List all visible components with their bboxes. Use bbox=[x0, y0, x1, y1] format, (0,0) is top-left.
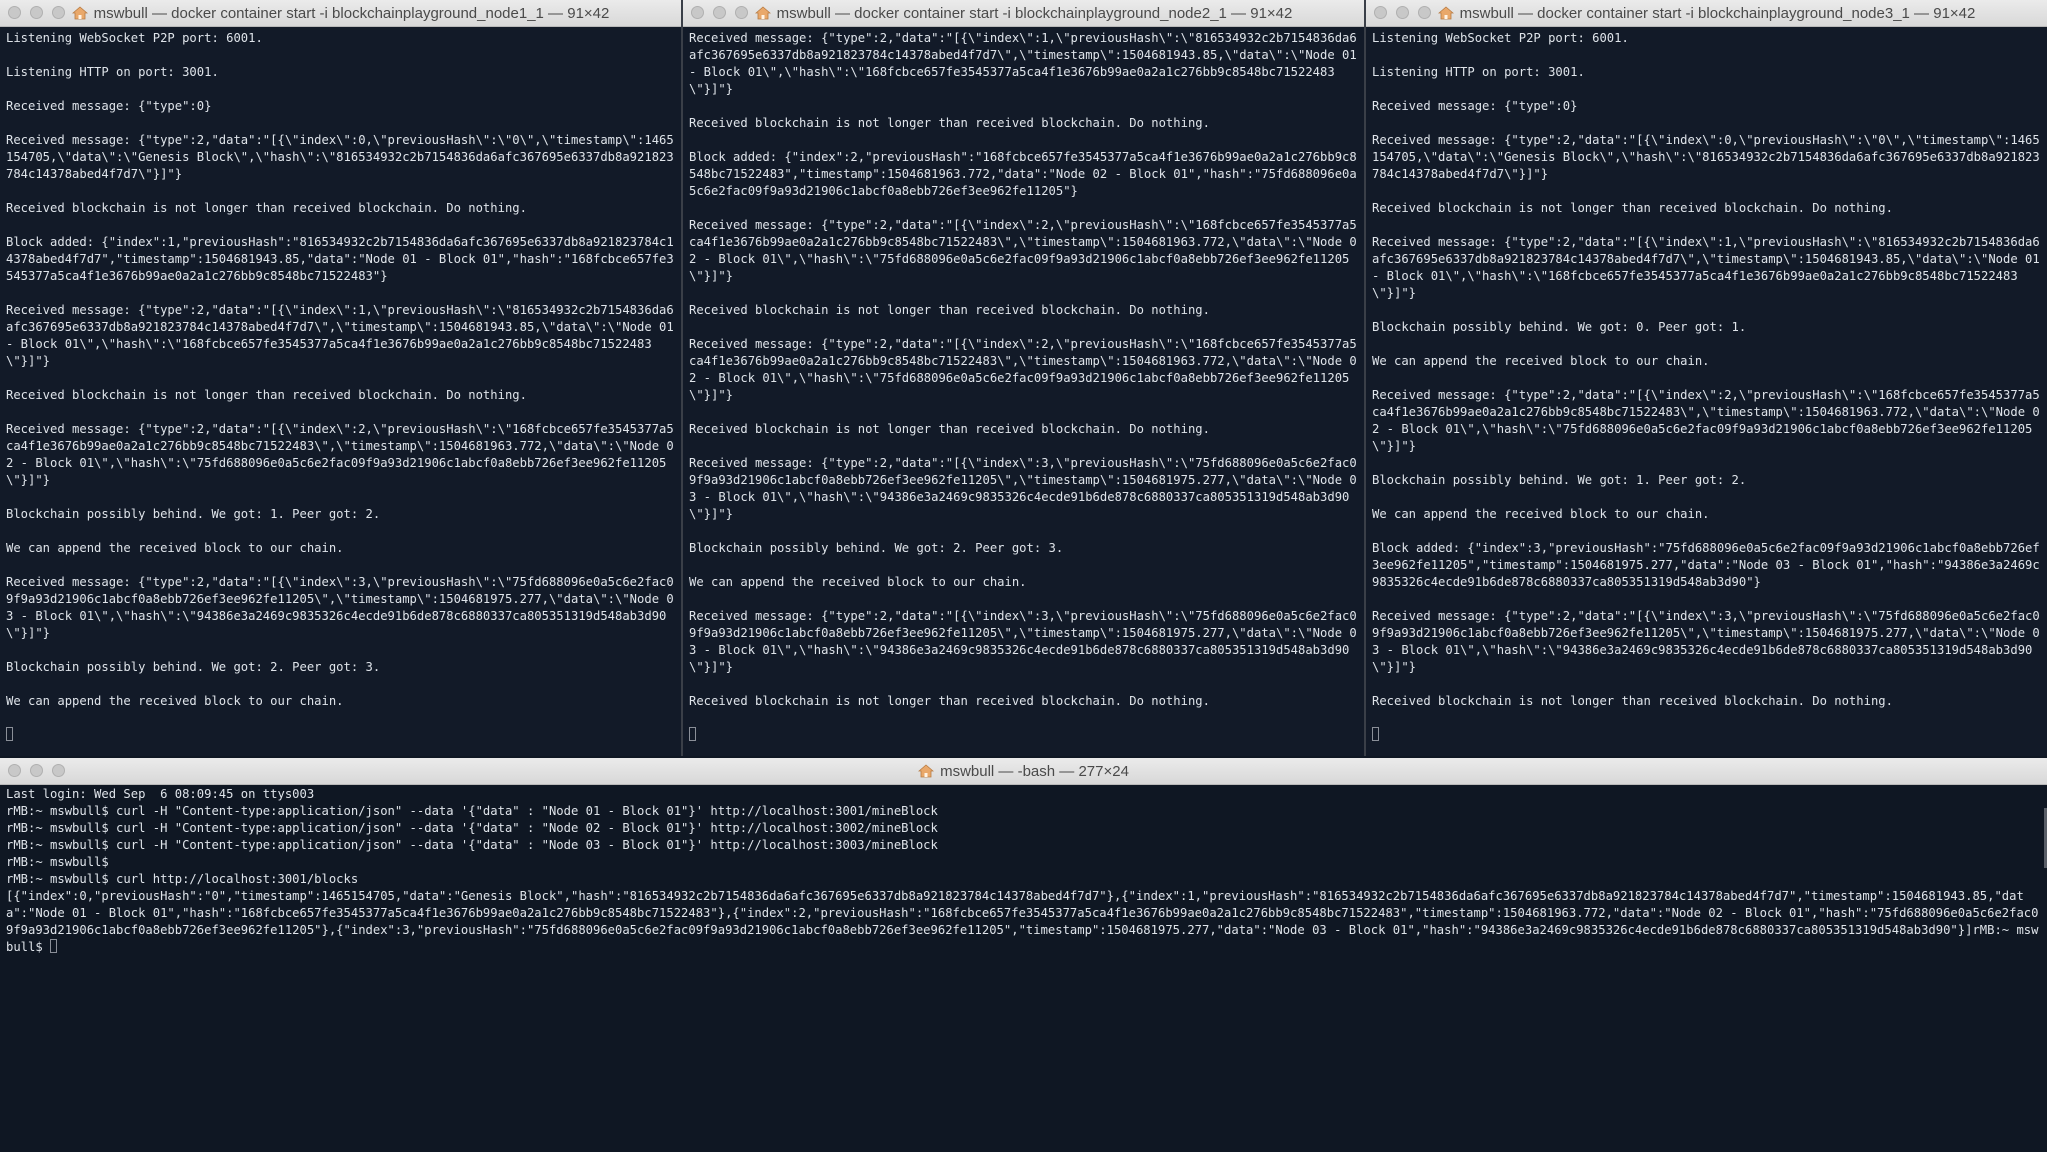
text-cursor bbox=[6, 727, 13, 741]
terminal-line: Received message: {"type":0} bbox=[1372, 99, 1578, 113]
terminal-line: rMB:~ mswbull$ curl -H "Content-type:application/json" --data '{"data" : "Node 01 - Block 01"}' http://localhost:3001/mineBlock bbox=[6, 804, 938, 818]
terminal-line bbox=[689, 98, 1358, 115]
terminal-line: We can append the received block to our chain. bbox=[689, 575, 1027, 589]
terminal-line bbox=[6, 676, 675, 693]
text-cursor bbox=[50, 939, 57, 953]
terminal-line bbox=[1372, 489, 2041, 506]
terminal-line: Listening WebSocket P2P port: 6001. bbox=[6, 31, 263, 45]
window-title bbox=[878, 763, 1169, 780]
home-folder-icon bbox=[72, 6, 88, 20]
minimize-window-button[interactable] bbox=[30, 764, 43, 777]
terminal-line bbox=[6, 47, 675, 64]
terminal-line: Received message: {"type":2,"data":"[{\"index\":3,\"previousHash\":\"75fd688096e0a5c6e2fac09f9a93d21906c1abcf0a8ebb726ef3ee962fe11205\",\"timestamp\":1504681975.277,\"data\":\"Node 03 - Block 01\",\"hash\":\"94386e3a2469c9835326c4ecde91b6de878c6880337ca805351319d548ab3d90\"}]"} bbox=[6, 575, 674, 640]
terminal-line: Received message: {"type":2,"data":"[{\"index\":3,\"previousHash\":\"75fd688096e0a5c6e2fac09f9a93d21906c1abcf0a8ebb726ef3ee962fe11205\",\"timestamp\":1504681975.277,\"data\":\"Node 03 - Block 01\",\"hash\":\"94386e3a2469c9835326c4ecde91b6de878c6880337ca805351319d548ab3d90\"}]"} bbox=[689, 609, 1357, 674]
window-title-text: mswbull — -bash — 277×24 bbox=[940, 762, 1129, 780]
terminal-line bbox=[1372, 336, 2041, 353]
terminal-line bbox=[6, 557, 675, 574]
terminal-line bbox=[689, 132, 1358, 149]
terminal-line: Listening WebSocket P2P port: 6001. bbox=[1372, 31, 1629, 45]
window-title bbox=[1398, 5, 2016, 22]
terminal-line: Received message: {"type":2,"data":"[{\"index\":1,\"previousHash\":\"816534932c2b7154836da6afc367695e6337db8a921823784c14378abed4f7d7\",\"timestamp\":1504681943.85,\"data\":\"Node 01 - Block 01\",\"hash\":\"168fcbce657fe3545377a5ca4f1e3676b99ae0a2a1c276bb9c8548bc71522483\"}]"} bbox=[1372, 235, 2047, 300]
terminal-line bbox=[689, 404, 1358, 421]
terminal-window-node1[interactable] bbox=[0, 0, 681, 756]
terminal-line: rMB:~ mswbull$ curl -H "Content-type:application/json" --data '{"data" : "Node 03 - Block 01"}' http://localhost:3003/mineBlock bbox=[6, 838, 938, 852]
terminal-line bbox=[689, 591, 1358, 608]
terminal-window-bash[interactable] bbox=[0, 758, 2047, 1152]
minimize-window-button[interactable] bbox=[713, 6, 726, 19]
window-title-text: mswbull — docker container start -i blockchainplayground_node1_1 — 91×42 bbox=[93, 4, 610, 22]
terminal-line bbox=[6, 81, 675, 98]
terminal-line: Block added: {"index":2,"previousHash":"168fcbce657fe3545377a5ca4f1e3676b99ae0a2a1c276bb9c8548bc71522483","timestamp":1504681963.772,"data":"Node 02 - Block 01","hash":"75fd688096e0a5c6e2fac09f9a93d21906c1abcf0a8ebb726ef3ee962fe11205"} bbox=[689, 150, 1357, 198]
terminal-window-node3[interactable] bbox=[1366, 0, 2047, 756]
minimize-window-button[interactable] bbox=[30, 6, 43, 19]
terminal-line bbox=[1372, 591, 2041, 608]
zoom-window-button[interactable] bbox=[52, 6, 65, 19]
close-window-button[interactable] bbox=[691, 6, 704, 19]
home-folder-icon bbox=[755, 6, 771, 20]
terminal-line: Listening HTTP on port: 3001. bbox=[6, 65, 219, 79]
prompt-line bbox=[1372, 727, 2041, 744]
terminal-line bbox=[689, 319, 1358, 336]
terminal-line: We can append the received block to our chain. bbox=[6, 541, 344, 555]
terminal-line bbox=[6, 642, 675, 659]
title-bar[interactable] bbox=[0, 0, 681, 27]
terminal-line: Received blockchain is not longer than received blockchain. Do nothing. bbox=[689, 422, 1210, 436]
terminal-line bbox=[6, 370, 675, 387]
terminal-output[interactable] bbox=[1372, 30, 2047, 756]
window-title bbox=[715, 5, 1333, 22]
terminal-line bbox=[6, 183, 675, 200]
terminal-line: Received message: {"type":2,"data":"[{\"index\":3,\"previousHash\":\"75fd688096e0a5c6e2fac09f9a93d21906c1abcf0a8ebb726ef3ee962fe11205\",\"timestamp\":1504681975.277,\"data\":\"Node 03 - Block 01\",\"hash\":\"94386e3a2469c9835326c4ecde91b6de878c6880337ca805351319d548ab3d90\"}]"} bbox=[689, 456, 1357, 521]
terminal-line: Received message: {"type":2,"data":"[{\"index\":0,\"previousHash\":\"0\",\"timestamp\":1465154705,\"data\":\"Genesis Block\",\"hash\":\"816534932c2b7154836da6afc367695e6337db8a921823784c14378abed4f7d7\"}]"} bbox=[1372, 133, 2040, 181]
terminal-line: We can append the received block to our chain. bbox=[6, 694, 344, 708]
terminal-line bbox=[689, 285, 1358, 302]
window-controls bbox=[1374, 6, 1431, 19]
terminal-line bbox=[689, 676, 1358, 693]
terminal-line bbox=[6, 285, 675, 302]
terminal-line: Block added: {"index":3,"previousHash":"75fd688096e0a5c6e2fac09f9a93d21906c1abcf0a8ebb726ef3ee962fe11205","timestamp":1504681975.277,"data":"Node 03 - Block 01","hash":"94386e3a2469c9835326c4ecde91b6de878c6880337ca805351319d548ab3d90"} bbox=[1372, 541, 2040, 589]
terminal-line bbox=[1372, 81, 2041, 98]
terminal-line: Received message: {"type":2,"data":"[{\"index\":2,\"previousHash\":\"168fcbce657fe3545377a5ca4f1e3676b99ae0a2a1c276bb9c8548bc71522483\",\"timestamp\":1504681963.772,\"data\":\"Node 02 - Block 01\",\"hash\":\"75fd688096e0a5c6e2fac09f9a93d21906c1abcf0a8ebb726ef3ee962fe11205\"}]"} bbox=[6, 422, 674, 487]
terminal-line: Received message: {"type":2,"data":"[{\"index\":2,\"previousHash\":\"168fcbce657fe3545377a5ca4f1e3676b99ae0a2a1c276bb9c8548bc71522483\",\"timestamp\":1504681963.772,\"data\":\"Node 02 - Block 01\",\"hash\":\"75fd688096e0a5c6e2fac09f9a93d21906c1abcf0a8ebb726ef3ee962fe11205\"}]"} bbox=[689, 337, 1357, 402]
terminal-line: rMB:~ mswbull$ curl http://localhost:3001/blocks bbox=[6, 872, 359, 886]
terminal-output[interactable] bbox=[6, 786, 2041, 1152]
window-controls bbox=[8, 6, 65, 19]
window-title-text: mswbull — docker container start -i blockchainplayground_node3_1 — 91×42 bbox=[1459, 4, 1976, 22]
terminal-line bbox=[1372, 676, 2041, 693]
terminal-window-node2[interactable] bbox=[683, 0, 1364, 756]
terminal-line: Blockchain possibly behind. We got: 0. Peer got: 1. bbox=[1372, 320, 1747, 334]
terminal-line: We can append the received block to our chain. bbox=[1372, 507, 1710, 521]
terminal-line: Block added: {"index":1,"previousHash":"816534932c2b7154836da6afc367695e6337db8a921823784c14378abed4f7d7","timestamp":1504681943.85,"data":"Node 01 - Block 01","hash":"168fcbce657fe3545377a5ca4f1e3676b99ae0a2a1c276bb9c8548bc71522483"} bbox=[6, 235, 674, 283]
terminal-line bbox=[1372, 183, 2041, 200]
window-controls bbox=[691, 6, 748, 19]
terminal-line: Received message: {"type":2,"data":"[{\"index\":2,\"previousHash\":\"168fcbce657fe3545377a5ca4f1e3676b99ae0a2a1c276bb9c8548bc71522483\",\"timestamp\":1504681963.772,\"data\":\"Node 02 - Block 01\",\"hash\":\"75fd688096e0a5c6e2fac09f9a93d21906c1abcf0a8ebb726ef3ee962fe11205\"}]"} bbox=[1372, 388, 2040, 453]
terminal-line bbox=[6, 115, 675, 132]
terminal-line bbox=[6, 489, 675, 506]
minimize-window-button[interactable] bbox=[1396, 6, 1409, 19]
terminal-line: Received message: {"type":2,"data":"[{\"index\":1,\"previousHash\":\"816534932c2b7154836da6afc367695e6337db8a921823784c14378abed4f7d7\",\"timestamp\":1504681943.85,\"data\":\"Node 01 - Block 01\",\"hash\":\"168fcbce657fe3545377a5ca4f1e3676b99ae0a2a1c276bb9c8548bc71522483\"}]"} bbox=[6, 303, 681, 368]
terminal-line: Received blockchain is not longer than received blockchain. Do nothing. bbox=[6, 201, 527, 215]
terminal-line: Blockchain possibly behind. We got: 1. Peer got: 2. bbox=[6, 507, 381, 521]
terminal-line: rMB:~ mswbull$ bbox=[6, 855, 109, 869]
terminal-line: We can append the received block to our chain. bbox=[1372, 354, 1710, 368]
terminal-line bbox=[6, 523, 675, 540]
terminal-line bbox=[689, 438, 1358, 455]
terminal-line: Listening HTTP on port: 3001. bbox=[1372, 65, 1585, 79]
terminal-line: Blockchain possibly behind. We got: 2. Peer got: 3. bbox=[6, 660, 381, 674]
terminal-line bbox=[1372, 455, 2041, 472]
terminal-line: Blockchain possibly behind. We got: 2. Peer got: 3. bbox=[689, 541, 1064, 555]
terminal-line: Received blockchain is not longer than received blockchain. Do nothing. bbox=[6, 388, 527, 402]
terminal-line bbox=[1372, 710, 2041, 727]
text-cursor bbox=[689, 727, 696, 741]
terminal-line: Received blockchain is not longer than received blockchain. Do nothing. bbox=[1372, 694, 1893, 708]
title-bar[interactable] bbox=[0, 758, 2047, 785]
terminal-line bbox=[1372, 47, 2041, 64]
terminal-line bbox=[1372, 370, 2041, 387]
terminal-line bbox=[1372, 217, 2041, 234]
terminal-line: Received blockchain is not longer than received blockchain. Do nothing. bbox=[689, 116, 1210, 130]
terminal-output[interactable] bbox=[689, 30, 1364, 756]
terminal-line: Last login: Wed Sep 6 08:09:45 on ttys003 bbox=[6, 787, 315, 801]
terminal-line: [{"index":0,"previousHash":"0","timestamp":1465154705,"data":"Genesis Block","hash":"816534932c2b7154836da6afc367695e6337db8a921823784c14378abed4f7d7"},{"index":1,"previousHash":"816534932c2b7154836da6afc367695e6337db8a921823784c14378abed4f7d7","timestamp":1504681943.85,"data":"Node 01 - Block 01","hash":"168fcbce657fe3545377a5ca4f1e3676b99ae0a2a1c276bb9c8548bc71522483"},{"index":2,"previousHash":"168fcbce657fe3545377a5ca4f1e3676b99ae0a2a1c276bb9c8548bc71522483","timestamp":1504681963.772,"data":"Node 02 - Block 01","hash":"75fd688096e0a5c6e2fac09f9a93d21906c1abcf0a8ebb726ef3ee962fe11205"},{"index":3,"previousHash":"75fd688096e0a5c6e2fac09f9a93d21906c1abcf0a8ebb726ef3ee962fe11205","timestamp":1504681975.277,"data":"Node 03 - Block 01","hash":"94386e3a2469c9835326c4ecde91b6de878c6880337ca805351319d548ab3d90"}]rMB:~ mswbull$ bbox=[6, 889, 2039, 954]
window-controls bbox=[8, 764, 65, 777]
terminal-line bbox=[6, 217, 675, 234]
window-title bbox=[32, 5, 650, 22]
terminal-line: Received message: {"type":0} bbox=[6, 99, 212, 113]
terminal-line: Received message: {"type":2,"data":"[{\"index\":1,\"previousHash\":\"816534932c2b7154836da6afc367695e6337db8a921823784c14378abed4f7d7\",\"timestamp\":1504681943.85,\"data\":\"Node 01 - Block 01\",\"hash\":\"168fcbce657fe3545377a5ca4f1e3676b99ae0a2a1c276bb9c8548bc71522483\"}]"} bbox=[689, 31, 1364, 96]
terminal-line bbox=[1372, 523, 2041, 540]
terminal-line bbox=[1372, 302, 2041, 319]
terminal-line bbox=[689, 200, 1358, 217]
terminal-line: Received blockchain is not longer than received blockchain. Do nothing. bbox=[1372, 201, 1893, 215]
terminal-line bbox=[6, 404, 675, 421]
zoom-window-button[interactable] bbox=[1418, 6, 1431, 19]
close-window-button[interactable] bbox=[8, 764, 21, 777]
home-folder-icon bbox=[1438, 6, 1454, 20]
prompt-line bbox=[689, 727, 1358, 744]
terminal-line: Received blockchain is not longer than received blockchain. Do nothing. bbox=[689, 303, 1210, 317]
text-cursor bbox=[1372, 727, 1379, 741]
terminal-line bbox=[1372, 115, 2041, 132]
terminal-output[interactable] bbox=[6, 30, 681, 756]
zoom-window-button[interactable] bbox=[52, 764, 65, 777]
terminal-line: Received message: {"type":2,"data":"[{\"index\":3,\"previousHash\":\"75fd688096e0a5c6e2fac09f9a93d21906c1abcf0a8ebb726ef3ee962fe11205\",\"timestamp\":1504681975.277,\"data\":\"Node 03 - Block 01\",\"hash\":\"94386e3a2469c9835326c4ecde91b6de878c6880337ca805351319d548ab3d90\"}]"} bbox=[1372, 609, 2040, 674]
terminal-line: Received message: {"type":2,"data":"[{\"index\":0,\"previousHash\":\"0\",\"timestamp\":1465154705,\"data\":\"Genesis Block\",\"hash\":\"816534932c2b7154836da6afc367695e6337db8a921823784c14378abed4f7d7\"}]"} bbox=[6, 133, 674, 181]
terminal-line: Received blockchain is not longer than received blockchain. Do nothing. bbox=[689, 694, 1210, 708]
terminal-line bbox=[689, 710, 1358, 727]
title-bar[interactable] bbox=[683, 0, 1364, 27]
window-title-text: mswbull — docker container start -i blockchainplayground_node2_1 — 91×42 bbox=[776, 4, 1293, 22]
close-window-button[interactable] bbox=[1374, 6, 1387, 19]
terminal-line bbox=[689, 523, 1358, 540]
terminal-line: rMB:~ mswbull$ curl -H "Content-type:application/json" --data '{"data" : "Node 02 - Block 01"}' http://localhost:3002/mineBlock bbox=[6, 821, 938, 835]
zoom-window-button[interactable] bbox=[735, 6, 748, 19]
terminal-line: Blockchain possibly behind. We got: 1. Peer got: 2. bbox=[1372, 473, 1747, 487]
prompt-line bbox=[6, 727, 675, 744]
terminal-line: Received message: {"type":2,"data":"[{\"index\":2,\"previousHash\":\"168fcbce657fe3545377a5ca4f1e3676b99ae0a2a1c276bb9c8548bc71522483\",\"timestamp\":1504681963.772,\"data\":\"Node 02 - Block 01\",\"hash\":\"75fd688096e0a5c6e2fac09f9a93d21906c1abcf0a8ebb726ef3ee962fe11205\"}]"} bbox=[689, 218, 1357, 283]
close-window-button[interactable] bbox=[8, 6, 21, 19]
home-folder-icon bbox=[918, 764, 934, 778]
terminal-line bbox=[689, 557, 1358, 574]
title-bar[interactable] bbox=[1366, 0, 2047, 27]
terminal-line bbox=[6, 710, 675, 727]
